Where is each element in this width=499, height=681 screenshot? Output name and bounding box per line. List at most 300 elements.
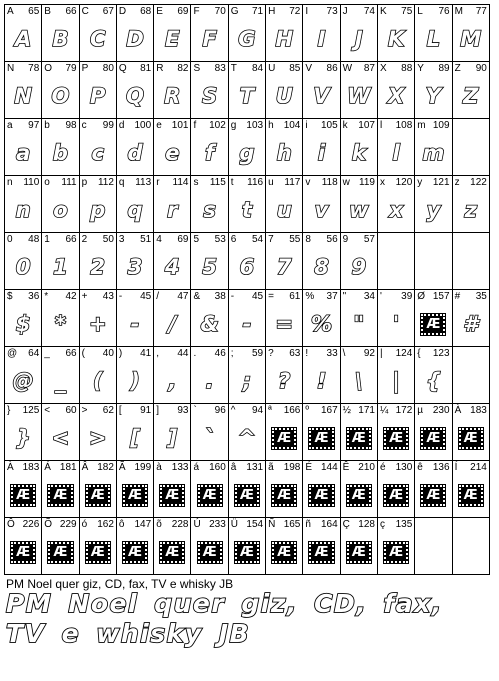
glyph-cell-header bbox=[154, 347, 190, 359]
glyph-char-label: r bbox=[156, 177, 160, 188]
glyph-code-label: 63 bbox=[289, 348, 301, 359]
glyph-sample: , bbox=[168, 369, 177, 393]
glyph-sample bbox=[42, 532, 78, 572]
glyph-cell bbox=[228, 5, 265, 62]
glyph-cell-header bbox=[341, 176, 377, 188]
glyph-sample bbox=[415, 475, 451, 515]
glyph-cell bbox=[5, 461, 42, 518]
glyph-char-label: ñ bbox=[305, 519, 311, 530]
glyph-cell bbox=[116, 62, 153, 119]
glyph-cell-header bbox=[303, 5, 339, 17]
glyph-code-label: 226 bbox=[22, 519, 40, 530]
glyph-cell-header bbox=[415, 290, 451, 302]
glyph-code-label: 114 bbox=[172, 177, 189, 188]
glyph-sample bbox=[453, 418, 489, 458]
glyph-sample: N bbox=[14, 84, 32, 108]
glyph-code-label: 111 bbox=[61, 177, 77, 188]
glyph-cell bbox=[415, 119, 452, 176]
glyph-code-label: 43 bbox=[102, 291, 114, 302]
glyph-cell bbox=[191, 5, 228, 62]
glyph-code-label: 199 bbox=[134, 462, 152, 473]
glyph-code-label: 104 bbox=[283, 120, 301, 131]
glyph-char-label: g bbox=[230, 120, 237, 131]
glyph-char-label: e bbox=[156, 120, 162, 131]
glyph-cell-header bbox=[415, 404, 451, 416]
glyph-char-label: 2 bbox=[81, 234, 88, 245]
glyph-cell-header bbox=[415, 461, 451, 473]
glyph-sample: a bbox=[16, 141, 31, 165]
glyph-cell bbox=[5, 347, 42, 404]
glyph-cell bbox=[340, 176, 377, 233]
glyph-cell-header bbox=[229, 233, 265, 245]
glyph-code-label: 229 bbox=[59, 519, 77, 530]
glyph-code-label: 233 bbox=[209, 519, 226, 530]
glyph-sample: P bbox=[90, 84, 106, 108]
glyph-cell-header bbox=[5, 62, 41, 74]
glyph-sample: & bbox=[200, 312, 219, 336]
glyph-sample bbox=[415, 304, 451, 344]
glyph-char-label: - bbox=[118, 291, 123, 302]
glyph-cell bbox=[303, 5, 340, 62]
glyph-char-label: Y bbox=[417, 63, 424, 74]
missing-glyph-box: Æ bbox=[421, 485, 445, 506]
glyph-char-label: E bbox=[156, 6, 163, 17]
glyph-cell-header bbox=[154, 233, 190, 245]
glyph-code-label: 72 bbox=[289, 6, 301, 17]
glyph-char-label: õ bbox=[156, 519, 162, 530]
glyph-cell bbox=[79, 176, 116, 233]
glyph-code-label: 65 bbox=[28, 6, 40, 17]
glyph-code-label: 56 bbox=[326, 234, 338, 245]
missing-glyph-box: Æ bbox=[11, 542, 35, 563]
glyph-char-label: C bbox=[81, 6, 89, 17]
glyph-cell-header bbox=[229, 5, 265, 17]
glyph-code-label: 89 bbox=[438, 63, 450, 74]
glyph-cell-header bbox=[42, 62, 78, 74]
glyph-cell-header bbox=[378, 518, 414, 530]
glyph-sample: L bbox=[426, 27, 441, 51]
glyph-sample bbox=[5, 475, 41, 515]
glyph-cell bbox=[266, 176, 303, 233]
glyph-cell bbox=[266, 290, 303, 347]
glyph-cell bbox=[415, 5, 452, 62]
missing-glyph-box: Æ bbox=[48, 542, 72, 563]
glyph-sample: ' bbox=[392, 312, 400, 336]
glyph-code-label: 210 bbox=[358, 462, 375, 473]
glyph-cell-header bbox=[191, 62, 227, 74]
glyph-cell-header bbox=[266, 290, 302, 302]
glyph-code-label: 66 bbox=[65, 6, 77, 17]
glyph-cell-header bbox=[5, 404, 41, 416]
glyph-code-label: 107 bbox=[358, 120, 375, 131]
glyph-char-label: V bbox=[305, 63, 313, 74]
glyph-cell bbox=[303, 347, 340, 404]
glyph-cell-header bbox=[80, 518, 116, 530]
glyph-code-label: 96 bbox=[214, 405, 226, 416]
glyph-code-label: 50 bbox=[102, 234, 114, 245]
glyph-cell bbox=[377, 176, 414, 233]
glyph-cell-header bbox=[453, 461, 489, 473]
glyph-cell-header bbox=[341, 233, 377, 245]
glyph-cell bbox=[42, 5, 79, 62]
glyph-char-label: % bbox=[305, 291, 315, 302]
glyph-cell bbox=[340, 404, 377, 461]
glyph-code-label: 128 bbox=[358, 519, 375, 530]
glyph-cell-header bbox=[117, 518, 153, 530]
glyph-sample: { bbox=[425, 369, 441, 393]
glyph-cell bbox=[303, 119, 340, 176]
glyph-sample bbox=[117, 532, 153, 572]
glyph-char-label: F bbox=[193, 6, 200, 17]
glyph-cell-header bbox=[303, 290, 339, 302]
glyph-cell bbox=[154, 347, 191, 404]
glyph-sample bbox=[378, 475, 414, 515]
glyph-cell bbox=[191, 233, 228, 290]
glyph-code-label: 79 bbox=[65, 63, 77, 74]
glyph-char-label: t bbox=[230, 177, 234, 188]
missing-glyph-box: Æ bbox=[272, 428, 296, 449]
glyph-char-label: Ã bbox=[118, 462, 126, 473]
glyph-code-label: 93 bbox=[177, 405, 189, 416]
glyph-cell bbox=[5, 119, 42, 176]
glyph-cell bbox=[266, 518, 303, 575]
glyph-cell bbox=[154, 461, 191, 518]
glyph-code-label: 214 bbox=[470, 462, 487, 473]
glyph-code-label: 230 bbox=[432, 405, 450, 416]
glyph-cell-header bbox=[378, 461, 414, 473]
glyph-cell-header bbox=[117, 233, 153, 245]
glyph-sample: 9 bbox=[351, 255, 367, 279]
glyph-char-label: _ bbox=[44, 348, 50, 359]
glyph-sample: - bbox=[130, 312, 140, 336]
glyph-code-label: 103 bbox=[246, 120, 264, 131]
glyph-cell-header bbox=[80, 347, 116, 359]
glyph-sample: b bbox=[52, 141, 68, 165]
glyph-code-label: 69 bbox=[177, 6, 189, 17]
glyph-sample: s bbox=[203, 198, 216, 222]
glyph-code-label: 55 bbox=[289, 234, 301, 245]
glyph-char-label: z bbox=[454, 177, 460, 188]
glyph-cell bbox=[42, 404, 79, 461]
glyph-row bbox=[5, 119, 490, 176]
glyph-code-label: 85 bbox=[289, 63, 301, 74]
glyph-cell bbox=[228, 518, 265, 575]
glyph-code-label: 74 bbox=[363, 6, 375, 17]
glyph-char-label: 5 bbox=[193, 234, 200, 245]
glyph-code-label: 68 bbox=[140, 6, 152, 17]
glyph-sample: l bbox=[392, 141, 400, 165]
glyph-char-label: ( bbox=[81, 348, 85, 359]
missing-glyph-box: Æ bbox=[384, 485, 408, 506]
glyph-cell-header bbox=[154, 5, 190, 17]
glyph-sample: Z bbox=[463, 84, 479, 108]
glyph-cell bbox=[415, 518, 452, 575]
glyph-code-label: 87 bbox=[363, 63, 375, 74]
glyph-cell bbox=[452, 119, 489, 176]
glyph-cell-header bbox=[378, 176, 414, 188]
glyph-char-label: Ü bbox=[230, 519, 239, 530]
glyph-code-label: 154 bbox=[246, 519, 264, 530]
glyph-code-label: 124 bbox=[395, 348, 413, 359]
glyph-cell bbox=[415, 176, 452, 233]
glyph-char-label: f bbox=[193, 120, 197, 131]
glyph-char-label: v bbox=[305, 177, 311, 188]
glyph-cell bbox=[377, 461, 414, 518]
glyph-cell bbox=[340, 518, 377, 575]
glyph-cell-header bbox=[80, 176, 116, 188]
glyph-char-label: ã bbox=[268, 462, 274, 473]
glyph-sample bbox=[303, 475, 339, 515]
glyph-cell-header bbox=[453, 290, 489, 302]
glyph-sample: " bbox=[353, 312, 365, 336]
glyph-char-label: ; bbox=[230, 348, 234, 359]
glyph-sample: Y bbox=[425, 84, 442, 108]
glyph-cell-header bbox=[229, 347, 265, 359]
glyph-cell-header bbox=[415, 5, 451, 17]
glyph-code-label: 183 bbox=[22, 462, 40, 473]
glyph-sample: V bbox=[313, 84, 330, 108]
glyph-sample: F bbox=[202, 27, 217, 51]
glyph-cell bbox=[116, 347, 153, 404]
glyph-code-label: 59 bbox=[251, 348, 264, 359]
glyph-cell-header bbox=[453, 176, 489, 188]
missing-glyph-box: Æ bbox=[347, 428, 371, 449]
glyph-cell bbox=[79, 518, 116, 575]
glyph-char-label: ^ bbox=[230, 405, 236, 416]
glyph-cell bbox=[266, 62, 303, 119]
missing-glyph-box: Æ bbox=[123, 542, 147, 563]
glyph-char-label: ` bbox=[193, 405, 197, 416]
glyph-cell bbox=[340, 461, 377, 518]
glyph-cell bbox=[377, 347, 414, 404]
glyph-sample: f bbox=[205, 141, 215, 165]
glyph-sample: m bbox=[422, 141, 445, 165]
glyph-code-label: 77 bbox=[475, 6, 487, 17]
glyph-cell-header bbox=[453, 62, 489, 74]
glyph-char-label: É bbox=[305, 462, 313, 473]
glyph-code-label: 88 bbox=[401, 63, 413, 74]
character-map-grid bbox=[4, 4, 490, 575]
glyph-sample: t bbox=[241, 198, 252, 222]
glyph-cell bbox=[42, 461, 79, 518]
glyph-code-label: 46 bbox=[214, 348, 226, 359]
glyph-cell bbox=[452, 461, 489, 518]
glyph-char-label: 1 bbox=[44, 234, 50, 245]
missing-glyph-box: Æ bbox=[198, 485, 222, 506]
glyph-char-label: ! bbox=[305, 348, 309, 359]
glyph-cell bbox=[452, 176, 489, 233]
glyph-sample: H bbox=[275, 27, 294, 51]
glyph-sample: W bbox=[347, 84, 371, 108]
glyph-cell bbox=[116, 290, 153, 347]
glyph-sample: \ bbox=[354, 369, 363, 393]
glyph-cell-header bbox=[266, 5, 302, 17]
missing-glyph-box: Æ bbox=[347, 485, 371, 506]
glyph-sample: 1 bbox=[53, 255, 68, 279]
glyph-code-label: 91 bbox=[140, 405, 152, 416]
glyph-sample: G bbox=[238, 27, 256, 51]
glyph-code-label: 131 bbox=[246, 462, 264, 473]
glyph-cell bbox=[228, 62, 265, 119]
glyph-char-label: p bbox=[81, 177, 88, 188]
glyph-sample: M bbox=[460, 27, 482, 51]
glyph-sample: e bbox=[165, 141, 180, 165]
glyph-sample bbox=[341, 418, 377, 458]
glyph-char-label: ê bbox=[417, 462, 423, 473]
glyph-cell-header bbox=[229, 461, 265, 473]
glyph-char-label: c bbox=[81, 120, 87, 131]
glyph-cell-header bbox=[229, 176, 265, 188]
glyph-char-label: b bbox=[44, 120, 50, 131]
glyph-cell-header bbox=[378, 347, 414, 359]
glyph-cell-header bbox=[80, 461, 116, 473]
glyph-char-label: J bbox=[342, 6, 348, 17]
glyph-sample: < bbox=[51, 426, 70, 450]
glyph-code-label: 66 bbox=[65, 234, 77, 245]
glyph-code-label: 39 bbox=[401, 291, 413, 302]
glyph-char-label: \ bbox=[342, 348, 346, 359]
glyph-cell bbox=[191, 290, 228, 347]
glyph-cell-header bbox=[154, 176, 190, 188]
glyph-code-label: 51 bbox=[140, 234, 152, 245]
glyph-char-label: À bbox=[454, 405, 462, 416]
glyph-char-label: Ê bbox=[342, 462, 350, 473]
glyph-cell bbox=[191, 518, 228, 575]
glyph-cell-header bbox=[229, 518, 265, 530]
glyph-cell-header bbox=[5, 119, 41, 131]
missing-glyph-box: Æ bbox=[384, 542, 408, 563]
glyph-cell-header bbox=[154, 518, 190, 530]
missing-glyph-box: Æ bbox=[235, 485, 259, 506]
missing-glyph-box: Æ bbox=[309, 485, 333, 506]
glyph-code-label: 97 bbox=[28, 120, 40, 131]
glyph-code-label: 42 bbox=[65, 291, 77, 302]
glyph-row bbox=[5, 347, 490, 404]
glyph-cell bbox=[116, 461, 153, 518]
glyph-code-label: 99 bbox=[102, 120, 114, 131]
glyph-cell bbox=[303, 290, 340, 347]
glyph-sample: * bbox=[54, 312, 66, 336]
glyph-char-label: w bbox=[342, 177, 350, 188]
missing-glyph-box: Æ bbox=[272, 485, 296, 506]
glyph-char-label: D bbox=[118, 6, 127, 17]
glyph-sample bbox=[5, 532, 41, 572]
glyph-char-label: ó bbox=[81, 519, 88, 530]
glyph-code-label: 33 bbox=[326, 348, 338, 359]
glyph-char-label: Ñ bbox=[268, 519, 276, 530]
glyph-cell-header bbox=[117, 290, 153, 302]
glyph-cell-header bbox=[303, 176, 339, 188]
glyph-code-label: 90 bbox=[475, 63, 487, 74]
missing-glyph-box: Æ bbox=[235, 542, 259, 563]
glyph-char-label: d bbox=[118, 120, 125, 131]
glyph-code-label: 64 bbox=[28, 348, 40, 359]
glyph-cell bbox=[79, 347, 116, 404]
glyph-char-label: + bbox=[81, 291, 88, 302]
glyph-cell bbox=[154, 404, 191, 461]
glyph-char-label: q bbox=[118, 177, 125, 188]
glyph-cell bbox=[228, 347, 265, 404]
glyph-cell bbox=[42, 176, 79, 233]
glyph-char-label: { bbox=[417, 348, 421, 359]
glyph-cell bbox=[228, 461, 265, 518]
glyph-code-label: 40 bbox=[102, 348, 114, 359]
glyph-cell bbox=[79, 119, 116, 176]
glyph-sample: r bbox=[167, 198, 178, 222]
glyph-char-label: , bbox=[156, 348, 159, 359]
glyph-sample: K bbox=[387, 27, 405, 51]
glyph-code-label: 67 bbox=[102, 6, 114, 17]
glyph-cell bbox=[79, 290, 116, 347]
glyph-char-label: l bbox=[379, 120, 383, 131]
glyph-code-label: 45 bbox=[251, 291, 264, 302]
glyph-char-label: . bbox=[193, 348, 197, 359]
glyph-code-label: 133 bbox=[171, 462, 189, 473]
glyph-row bbox=[5, 233, 490, 290]
glyph-cell bbox=[154, 176, 191, 233]
glyph-code-label: 82 bbox=[177, 63, 189, 74]
glyph-sample bbox=[415, 418, 451, 458]
glyph-char-label: Í bbox=[454, 462, 458, 473]
glyph-cell-header bbox=[303, 347, 339, 359]
glyph-cell bbox=[303, 461, 340, 518]
glyph-sample: . bbox=[205, 369, 214, 393]
glyph-code-label: 81 bbox=[140, 63, 152, 74]
missing-glyph-box: Æ bbox=[160, 485, 184, 506]
glyph-sample: J bbox=[354, 27, 363, 51]
glyph-sample bbox=[229, 475, 265, 515]
glyph-cell-header bbox=[117, 5, 153, 17]
glyph-cell-header bbox=[5, 347, 41, 359]
glyph-cell-header bbox=[266, 518, 302, 530]
glyph-sample bbox=[378, 532, 414, 572]
sample-text-small: PM Noel quer giz, CD, fax, TV e whisky JB bbox=[6, 577, 234, 591]
glyph-cell bbox=[42, 290, 79, 347]
glyph-cell bbox=[340, 62, 377, 119]
glyph-sample: T bbox=[239, 84, 255, 108]
glyph-char-label: m bbox=[417, 120, 426, 131]
glyph-cell-header bbox=[415, 176, 451, 188]
glyph-sample: 6 bbox=[239, 255, 255, 279]
glyph-cell bbox=[340, 290, 377, 347]
glyph-char-label: 8 bbox=[305, 234, 311, 245]
glyph-cell bbox=[415, 461, 452, 518]
glyph-code-label: 75 bbox=[401, 6, 413, 17]
glyph-sample bbox=[378, 418, 414, 458]
glyph-sample: ` bbox=[204, 426, 215, 450]
sample-text-large: PM Noel quer giz, CD, fax, TV e whisky JB bbox=[6, 589, 443, 648]
glyph-cell-header bbox=[5, 176, 41, 188]
glyph-char-label: k bbox=[342, 120, 348, 131]
glyph-char-label: B bbox=[44, 6, 51, 17]
glyph-sample: R bbox=[164, 84, 181, 108]
glyph-char-label: G bbox=[230, 6, 239, 17]
glyph-cell-header bbox=[266, 62, 302, 74]
glyph-sample bbox=[341, 475, 377, 515]
glyph-cell bbox=[191, 461, 228, 518]
glyph-char-label: H bbox=[268, 6, 276, 17]
glyph-char-label: ¼ bbox=[379, 405, 389, 416]
glyph-cell bbox=[340, 5, 377, 62]
glyph-cell bbox=[5, 233, 42, 290]
glyph-cell-header bbox=[266, 119, 302, 131]
glyph-sample: B bbox=[52, 27, 69, 51]
glyph-cell-header bbox=[303, 119, 339, 131]
glyph-cell bbox=[228, 404, 265, 461]
glyph-sample: O bbox=[51, 84, 70, 108]
glyph-char-label: # bbox=[454, 291, 461, 302]
glyph-code-label: 183 bbox=[470, 405, 487, 416]
